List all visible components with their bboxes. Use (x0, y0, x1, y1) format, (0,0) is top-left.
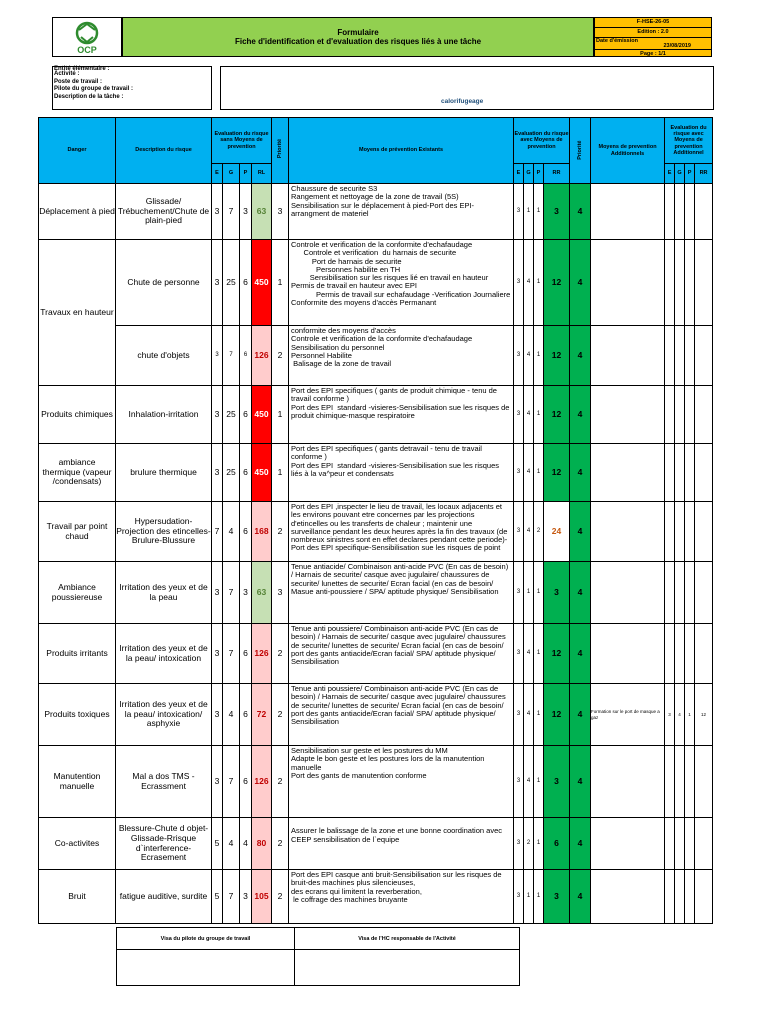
danger-cell: Co-activites (39, 818, 116, 870)
g3-value (675, 184, 685, 240)
col-rl: RL (252, 164, 272, 184)
form-edition: Edition : 2.0 (595, 28, 711, 38)
header-title-box (122, 17, 594, 57)
g-value: 7 (223, 746, 240, 818)
rr-value: 3 (544, 870, 570, 924)
g-value: 4 (223, 502, 240, 562)
g2-value: 4 (524, 502, 534, 562)
g2-value: 4 (524, 240, 534, 326)
g2-value: 4 (524, 326, 534, 386)
additional-measures (591, 746, 665, 818)
priority-value: 2 (272, 624, 289, 684)
col-danger: Danger (39, 118, 116, 184)
priority-value: 2 (272, 684, 289, 746)
existing-measures: conformite des moyens d'accès Controle et verification de la conformite d'echafaudage Sensibilisation du personnel Personnel Habilite Balisage de la zone de travail (289, 326, 514, 386)
info-labels-box (52, 66, 212, 110)
risk-description: Chute de personne (116, 240, 212, 326)
risk-description: Glissade/ Trébuchement/Chute de plain-pied (116, 184, 212, 240)
risk-description: fatigue auditive, surdite (116, 870, 212, 924)
rr3-value (695, 562, 713, 624)
p2-value: 1 (534, 562, 544, 624)
e-value: 3 (212, 184, 223, 240)
e-value: 7 (212, 502, 223, 562)
priority2-value: 4 (570, 684, 591, 746)
priority2-value: 4 (570, 184, 591, 240)
task-value: calorifugeage (441, 98, 484, 105)
g-value: 7 (223, 562, 240, 624)
p3-value (685, 624, 695, 684)
table-row (39, 326, 713, 386)
rl-value: 168 (252, 502, 272, 562)
e2-value: 3 (514, 326, 524, 386)
info-poste: Poste de travail : (54, 78, 103, 85)
priority-value: 2 (272, 818, 289, 870)
danger-cell: Travail par point chaud (39, 502, 116, 562)
e2-value: 3 (514, 870, 524, 924)
p-value: 6 (240, 386, 252, 444)
e3-value (665, 870, 675, 924)
e2-value: 3 (514, 240, 524, 326)
rr-value: 24 (544, 502, 570, 562)
p2-value: 1 (534, 184, 544, 240)
additional-measures (591, 870, 665, 924)
logo-box (52, 17, 122, 57)
additional-measures (591, 386, 665, 444)
e2-value: 3 (514, 184, 524, 240)
e2-value: 3 (514, 386, 524, 444)
g-value: 25 (223, 386, 240, 444)
danger-cell: Déplacement à pied (39, 184, 116, 240)
priority2-value: 4 (570, 386, 591, 444)
g3-value (675, 818, 685, 870)
form-subtitle: Fiche d'identification et d'evaluation des risques liés à une tâche (234, 37, 482, 46)
additional-measures (591, 240, 665, 326)
col-g3: G (675, 164, 685, 184)
rl-value: 105 (252, 870, 272, 924)
e2-value: 3 (514, 746, 524, 818)
p-value: 4 (240, 818, 252, 870)
p-value: 6 (240, 240, 252, 326)
priority-value: 3 (272, 184, 289, 240)
rl-value: 450 (252, 444, 272, 502)
p3-value (685, 240, 695, 326)
priority2-value: 4 (570, 624, 591, 684)
info-values-box (220, 66, 714, 110)
p-value: 6 (240, 624, 252, 684)
existing-measures: Tenue antiacide/ Combinaison anti-acide PVC (En cas de besoin) / Harnais de securite/ casque avec jugulaire/ chaussures de securite/ lunettes de securite/ Ecran facial (en cas de besoin/ Masue anti-poussiere / SPA/ aptitude physique/ Sensibilisation (289, 562, 514, 624)
e3-value (665, 624, 675, 684)
table-row (39, 746, 713, 818)
rr-value: 3 (544, 562, 570, 624)
col-g: G (223, 164, 240, 184)
priority2-value: 4 (570, 326, 591, 386)
col-moyens-add: Moyens de prevention Additionnels (591, 118, 665, 184)
e-value: 5 (212, 870, 223, 924)
info-activite: Activité : (54, 71, 80, 77)
p3-value (685, 184, 695, 240)
risk-table (38, 117, 713, 924)
existing-measures: Tenue anti poussiere/ Combinaison anti-acide PVC (En cas de besoin) / Harnais de securite/ casque avec jugulaire/ chaussures de securite/ lunettes de securite/ Ecran facial (en cas de besoin/ port des gants antiacide/Ecran facial/ SPA/ aptitude physique/ Sensibilisation (289, 684, 514, 746)
additional-measures (591, 184, 665, 240)
p2-value: 1 (534, 444, 544, 502)
g-value: 7 (223, 624, 240, 684)
e-value: 3 (212, 746, 223, 818)
info-description: Description de la tâche : (54, 93, 124, 100)
col-p: P (240, 164, 252, 184)
risk-description: Inhalation-irritation (116, 386, 212, 444)
table-row (39, 684, 713, 746)
danger-cell: Bruit (39, 870, 116, 924)
form-page: Page : 1/1 (640, 51, 666, 57)
p3-value (685, 818, 695, 870)
rr-value: 12 (544, 444, 570, 502)
priority2-value: 4 (570, 502, 591, 562)
g3-value (675, 386, 685, 444)
p3-value (685, 562, 695, 624)
visa-pilote-label: Visa du pilote du groupe de travail (117, 928, 295, 950)
table-row (39, 184, 713, 240)
risk-description: chute d'objets (116, 326, 212, 386)
e3-value (665, 746, 675, 818)
priority-value: 1 (272, 444, 289, 502)
table-row (39, 624, 713, 684)
danger-cell: Ambiance poussiereuse (39, 562, 116, 624)
table-row (39, 818, 713, 870)
rr-value: 12 (544, 240, 570, 326)
risk-description: Mal a dos TMS - Ecrassment (116, 746, 212, 818)
col-eval-sans: Evaluation du risque sans Moyens de prevention (212, 118, 272, 164)
visa-hc-label: Visa de l'HC responsable de l'Activité (295, 928, 520, 950)
rl-value: 63 (252, 184, 272, 240)
e2-value: 3 (514, 562, 524, 624)
g2-value: 1 (524, 184, 534, 240)
rl-value: 72 (252, 684, 272, 746)
e-value: 3 (212, 684, 223, 746)
g-value: 7 (223, 184, 240, 240)
col-priorite-2: Priorité (570, 118, 591, 184)
e3-value (665, 444, 675, 502)
g3-value (675, 562, 685, 624)
rr3-value (695, 184, 713, 240)
additional-measures (591, 444, 665, 502)
col-e3: E (665, 164, 675, 184)
danger-cell: Manutention manuelle (39, 746, 116, 818)
rr3-value (695, 502, 713, 562)
g2-value: 4 (524, 624, 534, 684)
additional-measures (591, 624, 665, 684)
g2-value: 4 (524, 684, 534, 746)
g2-value: 4 (524, 386, 534, 444)
e3-value (665, 240, 675, 326)
g3-value (675, 624, 685, 684)
existing-measures: Port des EPI ,inspecter le lieu de travail, les locaux adjacents et les environs pouvant etre concernes par les projections d'etincelles ou les transferts de chaleur ; maintenir une surveillance pendant les deux heures après la fin des travaux (de nombreux sinistres sont en effet declares pendant cette periode)-Port des EPI specifique-Sensibilisation sue les risques de point (289, 502, 514, 562)
rr3-value (695, 870, 713, 924)
g3-value (675, 502, 685, 562)
p3-value: 1 (685, 684, 695, 746)
risk-description: brulure thermique (116, 444, 212, 502)
table-row (39, 870, 713, 924)
table-row (39, 240, 713, 326)
form-ref: F-HSE-26-05 (595, 18, 711, 28)
existing-measures: Port des EPI specifiques ( gants de produit chimique - tenu de travail conforme ) Port des EPI standard -visieres-Sensibilisation sue les risques de produit chimique-masque respiratoire (289, 386, 514, 444)
e3-value (665, 326, 675, 386)
g3-value (675, 746, 685, 818)
header-meta-box (594, 17, 712, 57)
col-rr3: RR (695, 164, 713, 184)
priority-value: 2 (272, 502, 289, 562)
p-value: 6 (240, 444, 252, 502)
e2-value: 3 (514, 444, 524, 502)
priority-value: 2 (272, 746, 289, 818)
col-rr: RR (544, 164, 570, 184)
info-entite: Entité élémentaire : (54, 66, 110, 72)
col-e: E (212, 164, 223, 184)
danger-cell: Travaux en hauteur (39, 240, 116, 386)
additional-measures (591, 502, 665, 562)
danger-cell: Produits chimiques (39, 386, 116, 444)
p3-value (685, 502, 695, 562)
additional-measures (591, 818, 665, 870)
existing-measures: Controle et verification de la conformite d'echafaudage Controle et verification du harnais de securite Port de harnais de securite Personnes habilite en TH Sensibilisation sur les risques lié en travail en hauteur Permis de travail en hauteur avec EPI Permis de travail sur echafaudage -Verification Journaliere Conformite des moyens d'accès Permanant (289, 240, 514, 326)
table-row (39, 502, 713, 562)
form-title: Formulaire (337, 28, 379, 37)
danger-cell: Produits toxiques (39, 684, 116, 746)
col-p2: P (534, 164, 544, 184)
e-value: 3 (212, 444, 223, 502)
g3-value (675, 240, 685, 326)
existing-measures: Port des EPI casque anti bruit-Sensibilisation sur les risques de bruit-des machines plus silencieuses, des ecrans qui limitent la reverberation, le coffrage des machines bruyante (289, 870, 514, 924)
priority2-value: 4 (570, 444, 591, 502)
e-value: 3 (212, 386, 223, 444)
g-value: 4 (223, 684, 240, 746)
rl-value: 450 (252, 240, 272, 326)
e3-value (665, 386, 675, 444)
risk-description: Irritation des yeux et de la peau (116, 562, 212, 624)
e3-value (665, 184, 675, 240)
e3-value (665, 562, 675, 624)
rl-value: 63 (252, 562, 272, 624)
date-value: 23/08/2019 (663, 43, 691, 49)
g3-value (675, 870, 685, 924)
existing-measures: Assurer le balissage de la zone et une bonne coordination avec CEEP sensibilisation de l`equipe (289, 818, 514, 870)
danger-cell: ambiance thermique (vapeur /condensats) (39, 444, 116, 502)
date-label: Date d'émission (596, 38, 638, 44)
p2-value: 1 (534, 386, 544, 444)
rr3-value (695, 624, 713, 684)
g2-value: 1 (524, 870, 534, 924)
g2-value: 1 (524, 562, 534, 624)
p-value: 3 (240, 184, 252, 240)
rr3-value (695, 326, 713, 386)
g3-value: 4 (675, 684, 685, 746)
e2-value: 3 (514, 818, 524, 870)
table-row (39, 386, 713, 444)
p2-value: 1 (534, 624, 544, 684)
rr3-value (695, 746, 713, 818)
table-row (39, 444, 713, 502)
col-p3: P (685, 164, 695, 184)
g2-value: 4 (524, 746, 534, 818)
col-description: Description du risque (116, 118, 212, 184)
p-value: 6 (240, 684, 252, 746)
p2-value: 1 (534, 746, 544, 818)
col-g2: G (524, 164, 534, 184)
g-value: 25 (223, 444, 240, 502)
logo-text: OCP (77, 45, 97, 55)
visa-hc-sign[interactable] (295, 950, 520, 986)
e-value: 5 (212, 818, 223, 870)
visa-table (116, 927, 520, 986)
priority-value: 1 (272, 386, 289, 444)
p3-value (685, 746, 695, 818)
priority2-value: 4 (570, 870, 591, 924)
danger-cell: Produits irritants (39, 624, 116, 684)
existing-measures: Tenue anti poussiere/ Combinaison anti-acide PVC (En cas de besoin) / Harnais de securite/ casque avec jugulaire/ chaussures de securite/ lunettes de securite/ Ecran facial (en cas de besoin/ port des gants antiacide/Ecran facial/ SPA/ aptitude physique/ Sensibilisation (289, 624, 514, 684)
col-e2: E (514, 164, 524, 184)
g-value: 25 (223, 240, 240, 326)
additional-measures (591, 562, 665, 624)
rr-value: 12 (544, 386, 570, 444)
priority-value: 2 (272, 870, 289, 924)
p-value: 6 (240, 502, 252, 562)
p2-value: 1 (534, 240, 544, 326)
rr3-value (695, 444, 713, 502)
e3-value: 3 (665, 684, 675, 746)
risk-description: Hypersudation-Projection des etincelles-Brulure-Blussure (116, 502, 212, 562)
existing-measures: Chaussure de securite S3 Rangement et nettoyage de la zone de travail (5S) Sensibilisation sur le déplacement à pied-Port des EPI-arrangment de materiel (289, 184, 514, 240)
p2-value: 1 (534, 326, 544, 386)
g-value: 7 (223, 326, 240, 386)
rl-value: 80 (252, 818, 272, 870)
rl-value: 126 (252, 326, 272, 386)
col-eval-avec: Evaluation du risque avec Moyens de prevention (514, 118, 570, 164)
e2-value: 3 (514, 624, 524, 684)
rr-value: 3 (544, 184, 570, 240)
p3-value (685, 444, 695, 502)
g2-value: 4 (524, 444, 534, 502)
info-pilote: Pilote du groupe de travail : (54, 86, 134, 93)
p2-value: 1 (534, 684, 544, 746)
col-moyens: Moyens de prévention Existants (289, 118, 514, 184)
priority2-value: 4 (570, 818, 591, 870)
rr-value: 12 (544, 326, 570, 386)
rl-value: 450 (252, 386, 272, 444)
e3-value (665, 502, 675, 562)
risk-description: Irritation des yeux et de la peau/ intoxication (116, 624, 212, 684)
priority2-value: 4 (570, 562, 591, 624)
e2-value: 3 (514, 684, 524, 746)
g-value: 7 (223, 870, 240, 924)
visa-pilote-sign[interactable] (117, 950, 295, 986)
p3-value (685, 386, 695, 444)
p2-value: 2 (534, 502, 544, 562)
e3-value (665, 818, 675, 870)
col-priorite: Priorité (272, 118, 289, 184)
existing-measures: Port des EPI specifiques ( gants detravail - tenu de travail conforme ) Port des EPI standard -visieres-Sensibilisation sue les risques liés à la va^peur et condensats (289, 444, 514, 502)
e-value: 3 (212, 326, 223, 386)
p-value: 3 (240, 562, 252, 624)
rr3-value (695, 240, 713, 326)
g3-value (675, 444, 685, 502)
e-value: 3 (212, 562, 223, 624)
risk-description: Blessure-Chute d objet-Glissade-Rrisque d`interference-Ecrasement (116, 818, 212, 870)
p-value: 3 (240, 870, 252, 924)
p3-value (685, 870, 695, 924)
rr3-value (695, 386, 713, 444)
priority2-value: 4 (570, 240, 591, 326)
rr-value: 12 (544, 624, 570, 684)
rl-value: 126 (252, 746, 272, 818)
rr-value: 12 (544, 684, 570, 746)
p2-value: 1 (534, 818, 544, 870)
e-value: 3 (212, 624, 223, 684)
g-value: 4 (223, 818, 240, 870)
p-value: 6 (240, 326, 252, 386)
g3-value (675, 326, 685, 386)
col-eval-add: Evaluation du risque avec Moyens de prevention Additionnel (665, 118, 713, 164)
rr-value: 3 (544, 746, 570, 818)
additional-measures: Formation sur le port de masque a gaz (591, 684, 665, 746)
p3-value (685, 326, 695, 386)
risk-description: Irritation des yeux et de la peau/ intoxication/ asphyxie (116, 684, 212, 746)
priority2-value: 4 (570, 746, 591, 818)
p2-value: 1 (534, 870, 544, 924)
rr3-value (695, 818, 713, 870)
rl-value: 126 (252, 624, 272, 684)
table-row (39, 562, 713, 624)
priority-value: 3 (272, 562, 289, 624)
rr3-value: 12 (695, 684, 713, 746)
priority-value: 1 (272, 240, 289, 326)
e-value: 3 (212, 240, 223, 326)
date-block (595, 38, 711, 50)
g2-value: 2 (524, 818, 534, 870)
priority-value: 2 (272, 326, 289, 386)
p-value: 6 (240, 746, 252, 818)
additional-measures (591, 326, 665, 386)
existing-measures: Sensibilisation sur geste et les postures du MM Adapte le bon geste et les postures lors de la manutention manuelle Port des gants de manutention conforme (289, 746, 514, 818)
e2-value: 3 (514, 502, 524, 562)
rr-value: 6 (544, 818, 570, 870)
